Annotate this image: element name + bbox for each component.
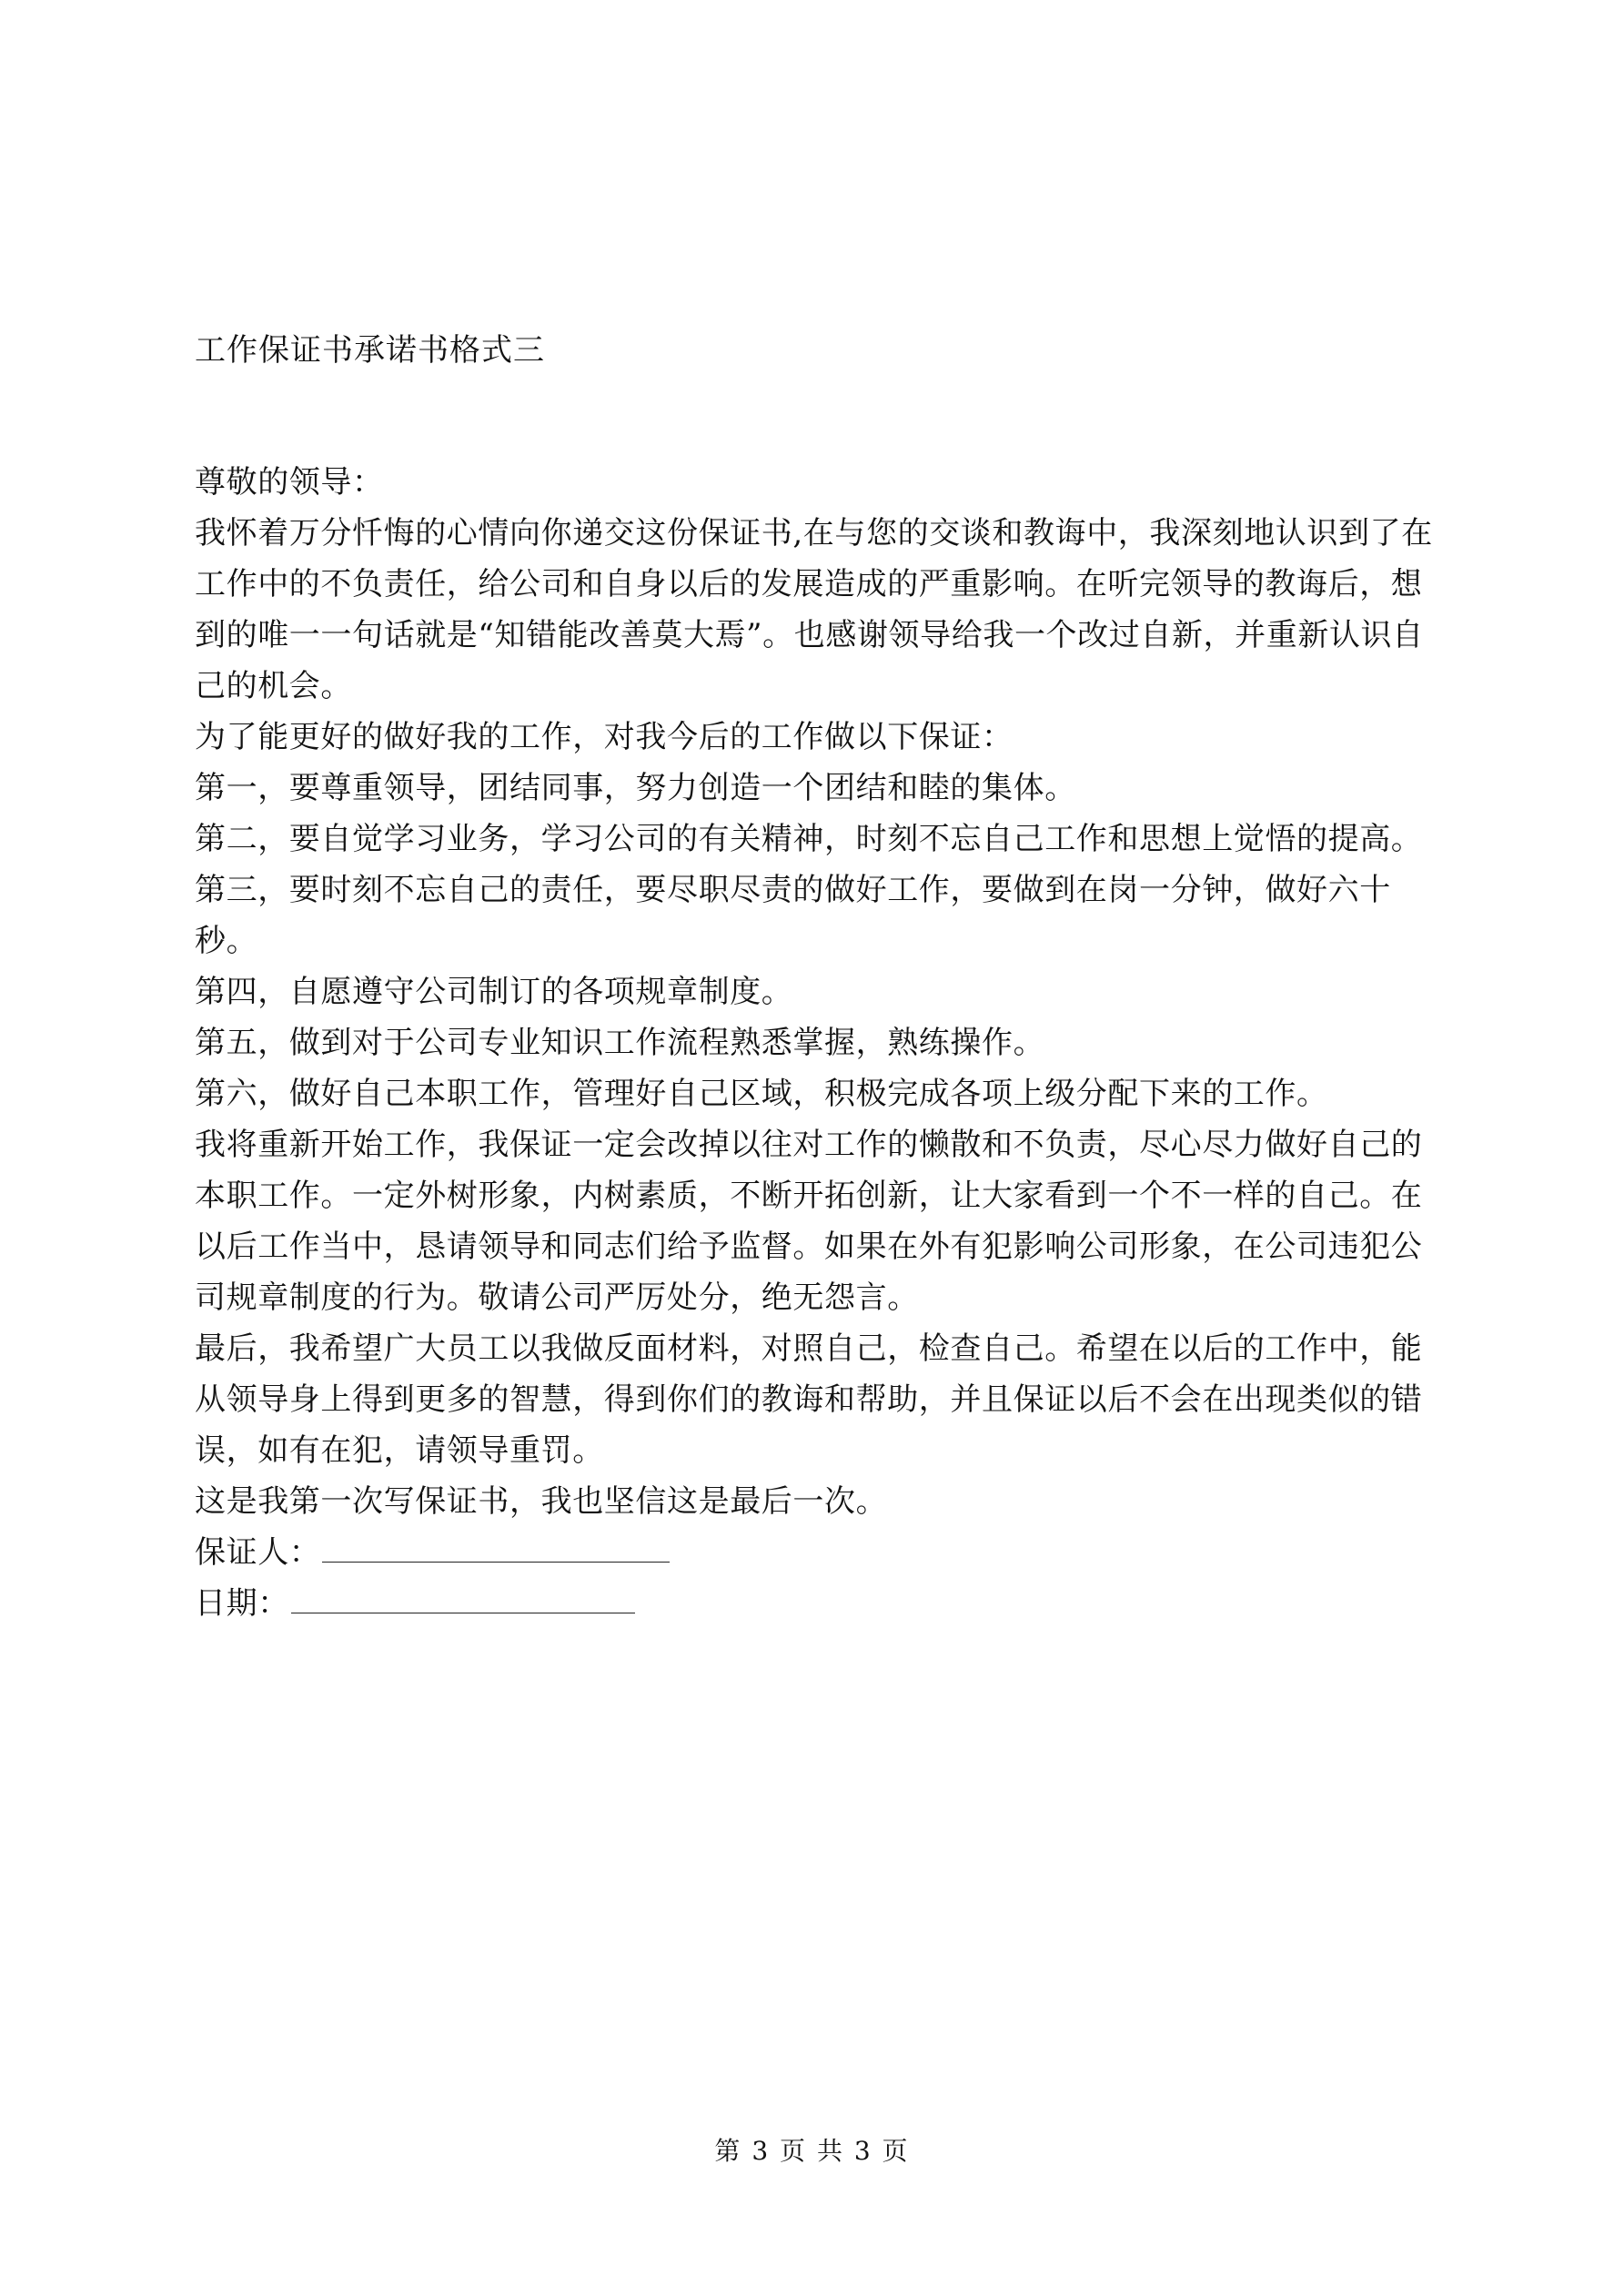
guarantee-item-3: 第三，要时刻不忘自己的责任，要尽职尽责的做好工作，要做到在岗一分钟，做好六十秒。 xyxy=(195,872,1391,959)
guarantee-item-4: 第四，自愿遵守公司制订的各项规章制度。 xyxy=(195,974,793,1010)
paragraph-commitment: 我将重新开始工作，我保证一定会改掉以往对工作的懒散和不负责，尽心尽力做好自己的本职工作。一定外树形象，内树素质，不断开拓创新，让大家看到一个不一样的自己。在以后工作当中，恳请领导和同志们给予监督。如果在外有犯影响公司形象，在公司违犯公司规章制度的行为。敬请公司严厉处分，绝无怨言。 xyxy=(195,1127,1423,1316)
guarantor-signature-line[interactable] xyxy=(322,1529,670,1563)
date-label: 日期： xyxy=(195,1585,289,1622)
guarantee-item-6: 第六，做好自己本职工作，管理好自己区域，积极完成各项上级分配下来的工作。 xyxy=(195,1076,1328,1112)
paragraph-final: 这是我第一次写保证书，我也坚信这是最后一次。 xyxy=(195,1483,888,1520)
guarantee-item-2: 第二，要自觉学习业务，学习公司的有关精神，时刻不忘自己工作和思想上觉悟的提高。 xyxy=(195,821,1423,857)
guarantee-item-1: 第一，要尊重领导，团结同事，努力创造一个团结和睦的集体。 xyxy=(195,770,1076,806)
paragraph-guarantee-lead: 为了能更好的做好我的工作，对我今后的工作做以下保证： xyxy=(195,719,1014,755)
page-footer: 第 3 页 共 3 页 xyxy=(714,2136,910,2166)
document-body xyxy=(195,457,1437,1629)
date-signature-line[interactable] xyxy=(291,1580,635,1613)
guarantee-item-5: 第五，做到对于公司专业知识工作流程熟悉掌握，熟练操作。 xyxy=(195,1025,1045,1061)
paragraph-intro: 我怀着万分忏悔的心情向你递交这份保证书,在与您的交谈和教诲中，我深刻地认识到了在工作中的不负责任，给公司和自身以后的发展造成的严重影响。在听完领导的教诲后，想到的唯一一句话就是“知错能改善莫大焉”。也感谢领导给我一个改过自新，并重新认识自己的机会。 xyxy=(195,515,1433,704)
salutation: 尊敬的领导： xyxy=(195,464,384,501)
date-row xyxy=(195,1578,1437,1629)
document-title: 工作保证书承诺书格式三 xyxy=(195,332,545,369)
guarantor-row xyxy=(195,1527,1437,1578)
paragraph-closing: 最后，我希望广大员工以我做反面材料，对照自己，检查自己。希望在以后的工作中，能从领导身上得到更多的智慧，得到你们的教诲和帮助，并且保证以后不会在出现类似的错误，如有在犯，请领导重罚。 xyxy=(195,1330,1423,1469)
guarantor-label: 保证人： xyxy=(195,1534,321,1571)
